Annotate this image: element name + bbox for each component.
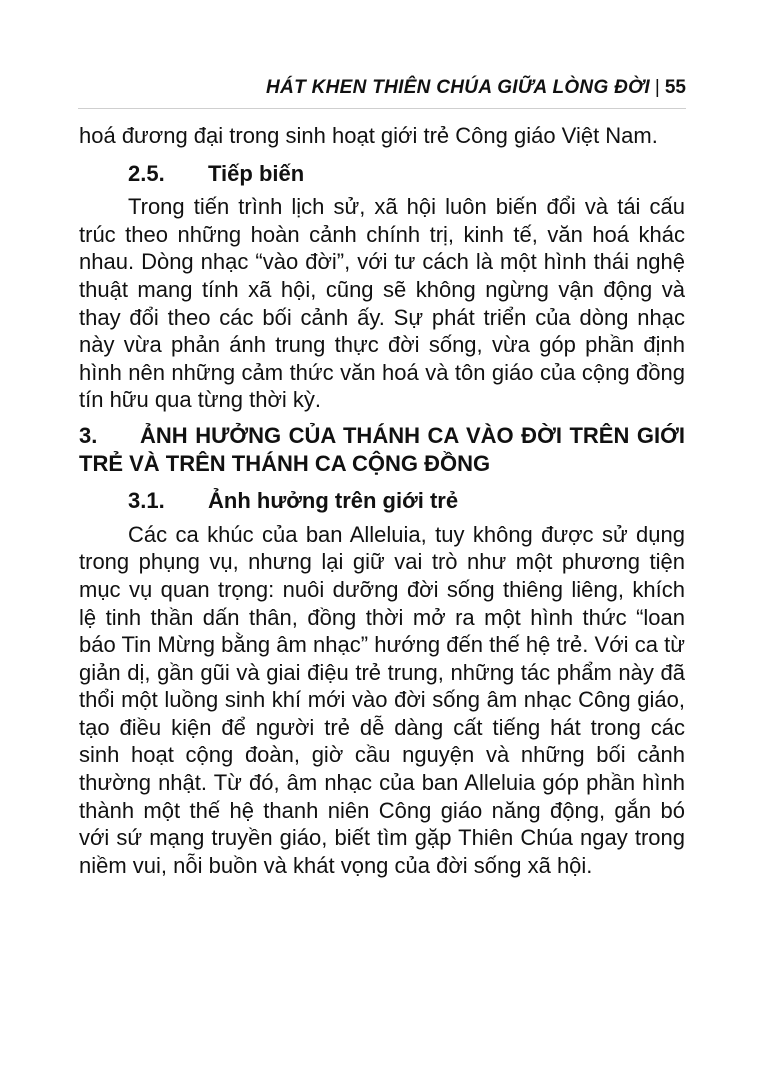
section-number: 2.5. xyxy=(128,160,165,186)
header-separator: | xyxy=(654,77,660,98)
section-2-5-heading xyxy=(128,160,685,188)
running-header xyxy=(78,68,686,109)
section-title: ẢNH HƯỞNG CỦA THÁNH CA VÀO ĐỜI TRÊN GIỚI TRẺ VÀ TRÊN THÁNH CA CỘNG ĐỒNG xyxy=(79,422,685,476)
section-title: Tiếp biến xyxy=(208,160,305,186)
book-title: HÁT KHEN THIÊN CHÚA GIỮA LÒNG ĐỜI xyxy=(266,77,650,98)
page-body xyxy=(79,122,685,879)
section-3-1-heading xyxy=(128,487,685,515)
section-number: 3.1. xyxy=(128,488,165,514)
page-number: 55 xyxy=(664,77,686,98)
section-2-5-paragraph: Trong tiến trình lịch sử, xã hội luôn biến đổi và tái cấu trúc theo những hoàn cảnh chính trị, kinh tế, văn hoá khác nhau. Dòng nhạc “vào đời”, với tư cách là một hình thái nghệ thuật mang tính xã hội, cũng sẽ không ngừng vận động và thay đổi theo các bối cảnh ấy. Sự phát triển của dòng nhạc này vừa phản ánh trung thực đời sống, vừa góp phần định hình nên những cảm thức văn hoá và tôn giáo của cộng đồng tín hữu qua từng thời kỳ. xyxy=(79,194,685,413)
section-number: 3. xyxy=(79,422,98,448)
section-3-heading xyxy=(79,422,685,477)
section-title: Ảnh hưởng trên giới trẻ xyxy=(208,488,459,514)
continued-paragraph: hoá đương đại trong sinh hoạt giới trẻ Công giáo Việt Nam. xyxy=(79,123,658,148)
section-3-1-paragraph: Các ca khúc của ban Alleluia, tuy không được sử dụng trong phụng vụ, nhưng lại giữ vai trò như một phương tiện mục vụ quan trọng: nuôi dưỡng đời sống thiêng liêng, khích lệ tinh thần dấn thân, đồng thời mở ra một hình thức “loan báo Tin Mừng bằng âm nhạc” hướng đến thế hệ trẻ. Với ca từ giản dị, gần gũi và giai điệu trẻ trung, những tác phẩm này đã thổi một luồng sinh khí mới vào đời sống âm nhạc Công giáo, tạo điều kiện để người trẻ dễ dàng cất tiếng hát trong các sinh hoạt cộng đoàn, giờ cầu nguyện và những bối cảnh thường nhật. Từ đó, âm nhạc của ban Alleluia góp phần hình thành một thế hệ thanh niên Công giáo năng động, gắn bó với sứ mạng truyền giáo, biết tìm gặp Thiên Chúa ngay trong niềm vui, nỗi buồn và khát vọng của đời sống xã hội. xyxy=(79,521,685,878)
